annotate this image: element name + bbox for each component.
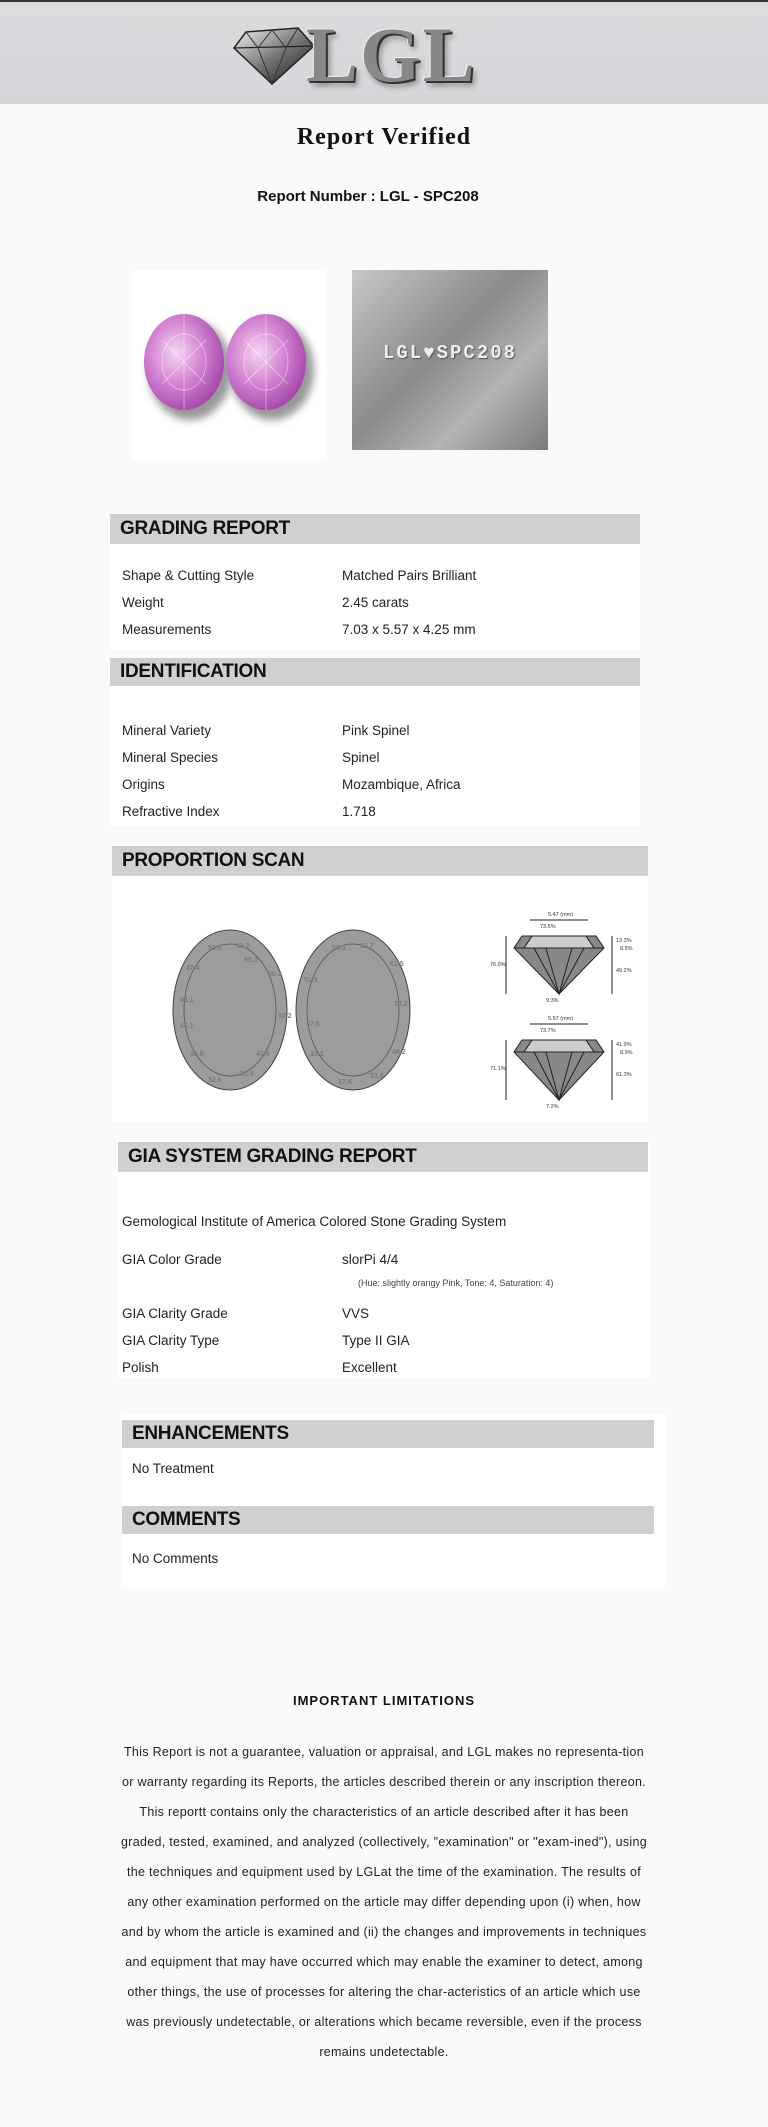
svg-text:46.1: 46.1 xyxy=(180,997,194,1004)
svg-text:38.2: 38.2 xyxy=(394,1001,408,1008)
grading-report-title: GRADING REPORT xyxy=(110,514,640,544)
svg-text:53.6: 53.6 xyxy=(370,1073,384,1080)
gemstone-photo xyxy=(132,270,326,460)
diagram-bottom-header: 5.57 (mm) xyxy=(548,1016,574,1022)
diagram-top-left: 76.0% xyxy=(490,962,506,968)
diagram-bottom-right-2: 8.9% xyxy=(620,1050,633,1056)
gia-subtitle: Gemological Institute of America Colored Stone Grading System xyxy=(122,1214,507,1229)
svg-text:52.2: 52.2 xyxy=(278,1013,292,1020)
gia-title: GIA SYSTEM GRADING REPORT xyxy=(118,1142,648,1172)
identification-title: IDENTIFICATION xyxy=(110,658,640,686)
proportion-diagrams xyxy=(476,906,644,1118)
svg-text:58.3: 58.3 xyxy=(332,945,346,952)
proportion-scan-stones xyxy=(118,906,450,1118)
svg-text:62.7: 62.7 xyxy=(360,943,374,950)
diagram-top-bottom: 9.3% xyxy=(546,998,559,1004)
svg-text:33.1: 33.1 xyxy=(310,1051,324,1058)
svg-text:32.6: 32.6 xyxy=(208,1077,222,1084)
enhancements-title: ENHANCEMENTS xyxy=(122,1420,654,1448)
svg-text:43.6: 43.6 xyxy=(256,1051,270,1058)
diagram-bottom-table: 73.7% xyxy=(540,1028,556,1034)
enhancements-text: No Treatment xyxy=(132,1461,214,1476)
svg-text:31.4: 31.4 xyxy=(240,1071,254,1078)
svg-text:30.2: 30.2 xyxy=(268,971,282,978)
diagram-top-right-1: 13.3% xyxy=(616,938,632,944)
lgl-logo[interactable] xyxy=(232,11,492,98)
diagram-top-table: 73.5% xyxy=(540,924,556,930)
limitations-text: This Report is not a guarantee, valuation or appraisal, and LGL makes no representa-tion or warranty regarding its Reports, the articles described therein or any inscription thereon. This reportt contains only the characteristics of an article described after it has been graded, tested, examined, and analyzed (collectively, "examination" or "exam-ined"), using the techniques and equipment used by LGLat the time of the examination. The results of any other examination performed on the article may differ depending upon (i) when, how and by whom the article is examined and (ii) the changes and improvements in techniques and equipment that may have occurred which may enable the examiner to detect, among other things, the use of processes for altering the char-acteristics of an article which use was previously undetectable, or alterations which became reversible, even if the process remains undetectable. xyxy=(120,1745,648,2059)
diagram-bottom-right-1: 41.9% xyxy=(616,1042,632,1048)
report-number: Report Number : LGL - SPC208 xyxy=(257,188,479,205)
diagram-top-right-2: 8.5% xyxy=(620,946,633,952)
logo-text: LGL xyxy=(306,11,477,98)
gia-color-note: (Hue: slightly orangy Pink, Tone: 4, Saturation: 4) xyxy=(358,1278,554,1288)
header xyxy=(0,0,768,104)
page-title: Report Verified xyxy=(296,124,472,150)
diagram-bottom-left: 71.1% xyxy=(490,1066,506,1072)
svg-text:59.3: 59.3 xyxy=(244,957,258,964)
diagram-bottom-right-3: 61.3% xyxy=(616,1072,632,1078)
svg-text:37.4: 37.4 xyxy=(338,1079,352,1086)
svg-text:63.2: 63.2 xyxy=(236,943,250,950)
diagram-top-header: 5.47 (mm) xyxy=(548,912,574,918)
svg-text:47.6: 47.6 xyxy=(306,1021,320,1028)
svg-text:48.2: 48.2 xyxy=(392,1049,406,1056)
svg-text:51.5: 51.5 xyxy=(304,977,318,984)
proportion-scan-title: PROPORTION SCAN xyxy=(112,846,648,876)
diamond-icon xyxy=(232,22,316,88)
svg-text:47.4: 47.4 xyxy=(186,965,200,972)
svg-text:59.6: 59.6 xyxy=(208,945,222,952)
diagram-bottom-bottom: 7.2% xyxy=(546,1104,559,1110)
limitations-title: IMPORTANT LIMITATIONS xyxy=(292,1693,476,1708)
comments-title: COMMENTS xyxy=(122,1506,654,1534)
svg-text:30.6: 30.6 xyxy=(190,1051,204,1058)
inscription-text: LGL♥SPC208 xyxy=(382,342,518,364)
svg-text:61.5: 61.5 xyxy=(390,961,404,968)
diagram-top-right-3: 49.2% xyxy=(616,968,632,974)
comments-text: No Comments xyxy=(132,1551,219,1566)
inscription-photo xyxy=(352,270,548,450)
svg-text:46.1: 46.1 xyxy=(180,1023,194,1030)
